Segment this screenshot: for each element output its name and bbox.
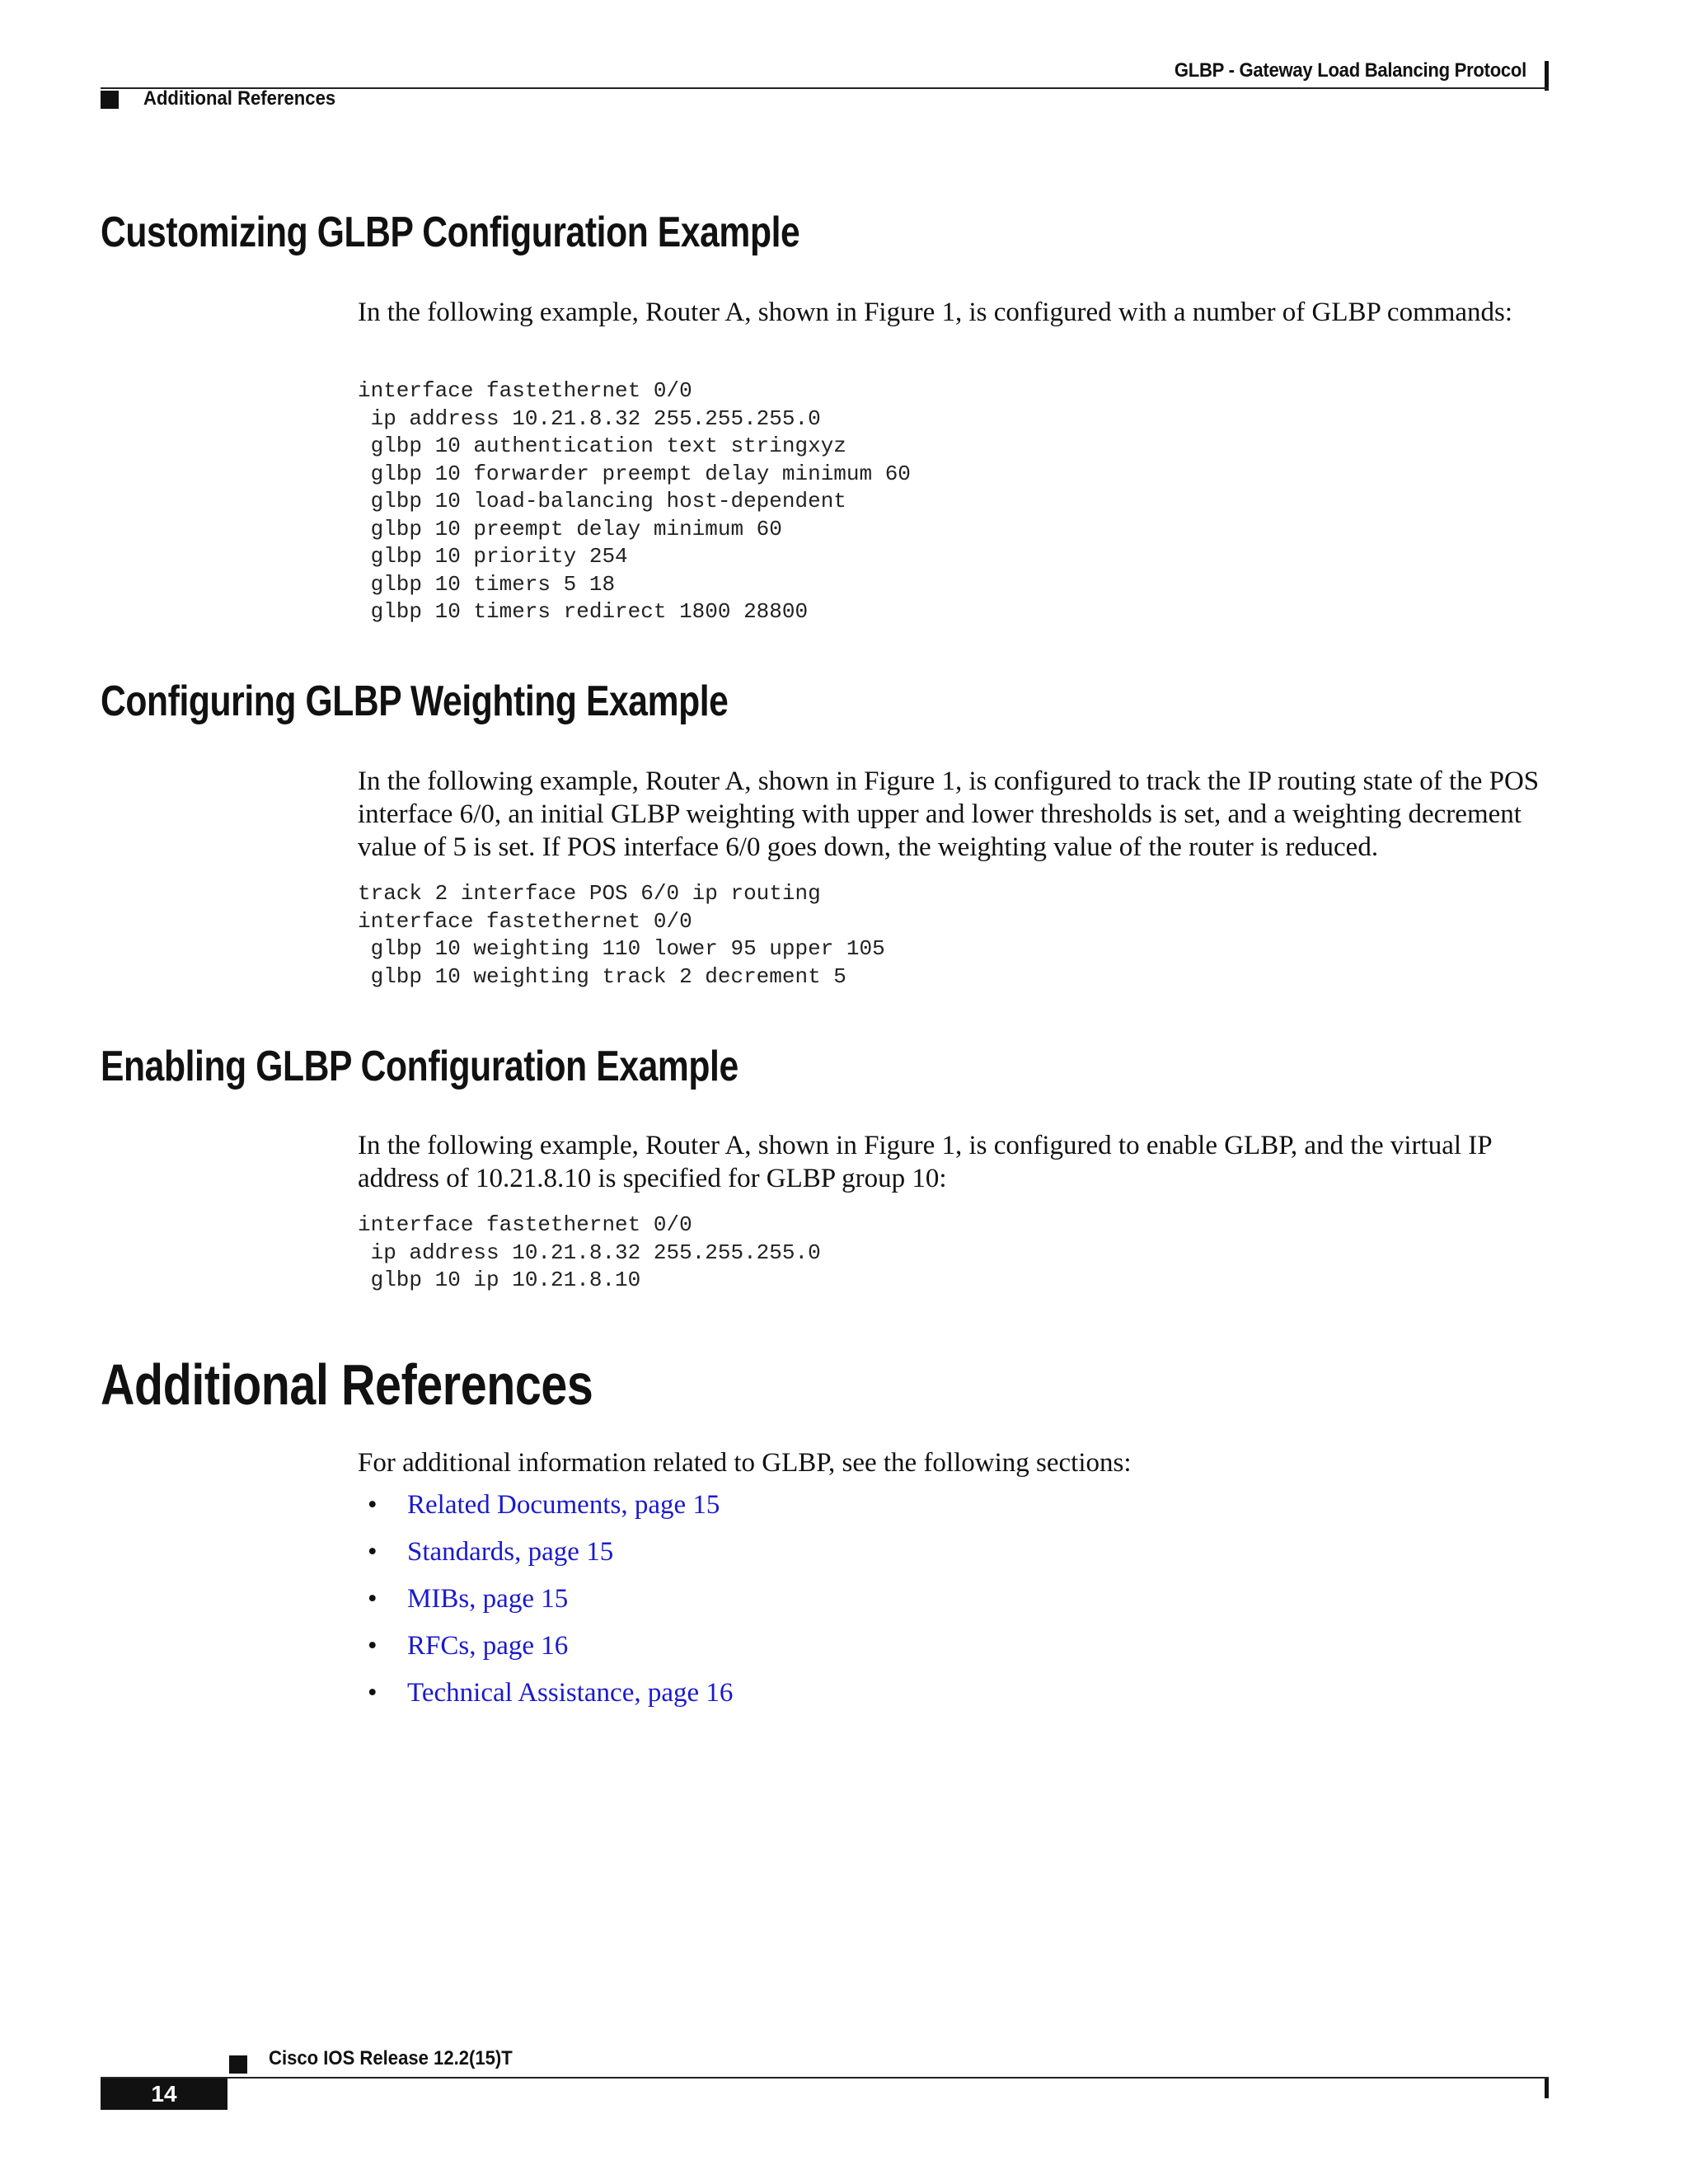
header-square-marker [101, 91, 119, 109]
footer-rule [101, 2077, 1549, 2079]
footer-edge-bar [1545, 2079, 1549, 2098]
link-related-documents[interactable]: Related Documents, page 15 [407, 1490, 720, 1520]
bullet: • [368, 1631, 377, 1661]
bullet: • [368, 1490, 377, 1520]
section-intro-enabling: In the following example, Router A, shown in Figure 1, is configured to enable GLBP, and the virtual IP address of 10.21.8.10 is specified for GLBP group 10: [358, 1131, 1492, 1193]
section-heading-customizing: Customizing GLBP Configuration Example [101, 209, 800, 256]
section-heading-enabling: Enabling GLBP Configuration Example [101, 1043, 738, 1090]
code-block-customizing: interface fastethernet 0/0 ip address 10.21.8.32 255.255.255.0 glbp 10 authentication text stringxyz glbp 10 forwarder preempt delay minimum 60 glbp 10 load-balancing host-dependent glbp 10 preempt delay minimum 60 glbp 10 priority 254 glbp 10 timers 5 18 glbp 10 timers redirect 1800 28800 [358, 378, 911, 624]
bullet: • [368, 1537, 377, 1567]
running-header-section: Additional References [143, 87, 336, 110]
section-intro-weighting: In the following example, Router A, shown in Figure 1, is configured to track the IP routing state of the POS interface 6/0, an initial GLBP weighting with upper and lower thresholds is set, and a weighting decrement value of 5 is set. If POS interface 6/0 goes down, the weighting value of the router is reduced. [358, 766, 1540, 862]
code-block-weighting: track 2 interface POS 6/0 ip routing interface fastethernet 0/0 glbp 10 weighting 110 lower 95 upper 105 glbp 10 weighting track 2 decrement 5 [358, 881, 885, 989]
link-standards[interactable]: Standards, page 15 [407, 1537, 614, 1567]
section-heading-weighting: Configuring GLBP Weighting Example [101, 677, 729, 725]
footer-release: Cisco IOS Release 12.2(15)T [269, 2047, 513, 2069]
section-intro-customizing: In the following example, Router A, shown in Figure 1, is configured with a number of GLBP commands: [358, 298, 1513, 327]
references-heading: Additional References [101, 1352, 593, 1417]
link-rfcs[interactable]: RFCs, page 16 [407, 1631, 569, 1661]
running-header-title: GLBP - Gateway Load Balancing Protocol [1174, 59, 1526, 82]
header-edge-bar [1545, 61, 1549, 91]
link-technical-assistance[interactable]: Technical Assistance, page 16 [407, 1678, 734, 1708]
page-number: 14 [101, 2079, 227, 2110]
bullet: • [368, 1584, 377, 1614]
bullet: • [368, 1678, 377, 1708]
references-intro: For additional information related to GLBP, see the following sections: [358, 1448, 1132, 1478]
link-mibs[interactable]: MIBs, page 15 [407, 1584, 569, 1614]
code-block-enabling: interface fastethernet 0/0 ip address 10.21.8.32 255.255.255.0 glbp 10 ip 10.21.8.10 [358, 1212, 821, 1292]
footer-square-marker [229, 2055, 247, 2074]
